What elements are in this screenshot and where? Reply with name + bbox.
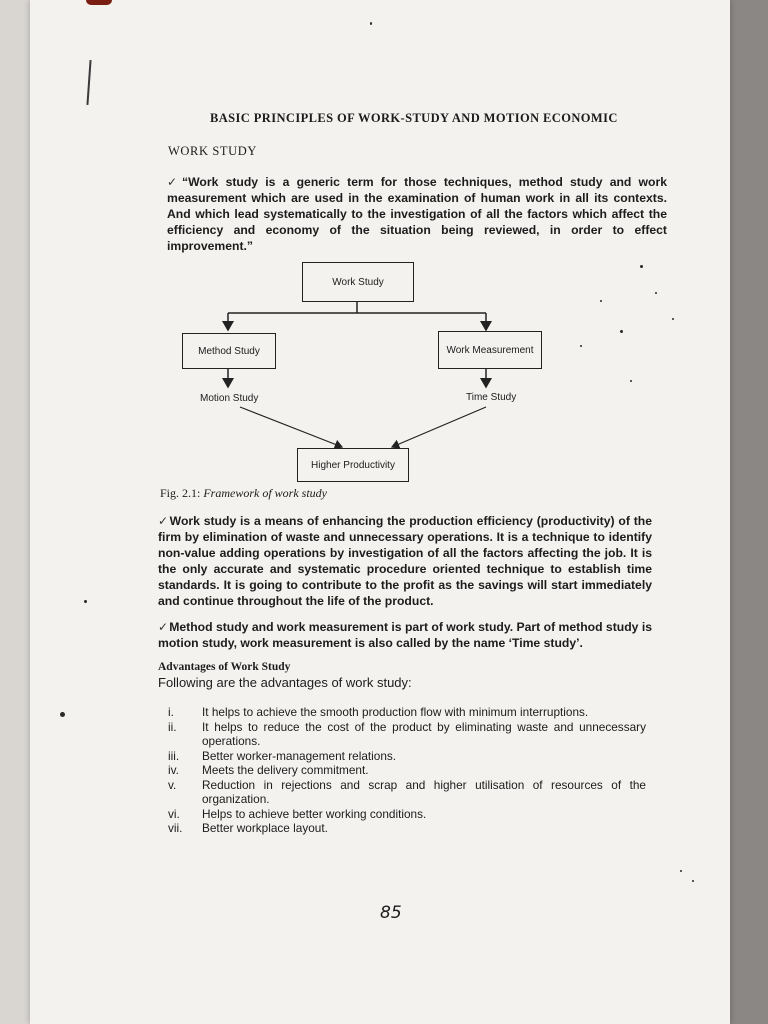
list-item-number: v.: [168, 777, 177, 792]
scan-speck: [84, 600, 87, 603]
list-item-text: Helps to achieve better working conditions.: [202, 806, 427, 821]
scan-speck: [630, 380, 632, 382]
scan-speck: [370, 22, 372, 25]
list-item-text: Better worker-management relations.: [202, 748, 397, 763]
document-page: [30, 0, 730, 1024]
list-item-number: vii.: [168, 821, 183, 835]
time-study-label: Time Study: [466, 392, 517, 403]
binding-mark: [86, 0, 112, 5]
list-item: [168, 749, 646, 764]
list-item-text: Better workplace layout.: [202, 821, 328, 835]
list-item-number: iv.: [168, 763, 179, 777]
figure-caption-prefix: Fig. 2.1:: [160, 486, 201, 500]
list-item-number: i.: [168, 705, 174, 719]
higher-productivity-box: Higher Productivity: [297, 448, 409, 482]
body-paragraph-text: Work study is a means of enhancing the production efficiency (productivity) of the firm by elimination of waste and unnecessary operations. It is a technique to identify non-value adding operations by investigation of all the factors affecting the job. It is the only accurate and systematic procedure oriented technique to establish time standards. It is going to contribute to the profit as the savings will start immediately and continue throughout the life of the product.: [158, 514, 652, 608]
list-item-number: ii.: [168, 719, 177, 734]
connector-arrow: [240, 407, 342, 447]
list-item: [168, 720, 646, 749]
list-item-text: It helps to reduce the cost of the product by eliminating waste and unnecessary operations.: [202, 719, 646, 748]
scan-speck: [620, 330, 623, 333]
scan-speck: [60, 712, 65, 717]
advantages-heading: Advantages of Work Study: [158, 661, 291, 673]
scan-speck: [655, 292, 657, 294]
scan-speck: [672, 318, 674, 320]
figure-caption: [160, 486, 327, 501]
work-study-framework-diagram: [160, 250, 580, 490]
scan-speck: [680, 870, 682, 872]
page-title: BASIC PRINCIPLES OF WORK-STUDY AND MOTION ECONOMIC: [210, 111, 618, 125]
section-title: WORK STUDY: [168, 144, 257, 158]
method-study-box: Method Study: [182, 333, 276, 369]
list-item: [168, 763, 646, 778]
list-item: [168, 807, 646, 822]
list-item-number: vi.: [168, 806, 180, 821]
list-item-text: Reduction in rejections and scrap and higher utilisation of resources of the organization.: [202, 777, 646, 806]
margin-tick-mark: ✓: [158, 620, 169, 634]
body-paragraph: [158, 513, 652, 609]
scan-speck: [692, 880, 694, 882]
list-item-number: iii.: [168, 748, 180, 763]
work-measurement-box: Work Measurement: [438, 331, 542, 369]
list-item-text: It helps to achieve the smooth production flow with minimum interruptions.: [202, 705, 589, 719]
advantages-list: [168, 705, 646, 836]
list-item: [168, 821, 646, 836]
intro-paragraph: [167, 174, 667, 254]
connector-arrow: [392, 407, 486, 447]
body-paragraph: [158, 619, 652, 651]
work-study-box: Work Study: [302, 262, 414, 302]
scan-speck: [640, 265, 643, 268]
margin-tick-mark: ✓: [158, 514, 169, 528]
scan-speck: [580, 345, 582, 347]
list-item: [168, 705, 646, 720]
list-item-text: Meets the delivery commitment.: [202, 763, 369, 777]
page-number: 85: [380, 903, 402, 923]
margin-tick-mark: ✓: [167, 175, 182, 189]
scan-speck: [600, 300, 602, 302]
advantages-intro: Following are the advantages of work study:: [158, 675, 412, 690]
figure-caption-text: Framework of work study: [203, 486, 327, 500]
motion-study-label: Motion Study: [200, 393, 259, 404]
body-paragraph-text: Method study and work measurement is part of work study. Part of method study is motion study, work measurement is also called by the name ‘Time study’.: [158, 620, 653, 650]
intro-paragraph-text: “Work study is a generic term for those techniques, method study and work measurement which are used in the examination of human work in all its contexts. And which lead systematically to the investigation of all the factors which affect the efficiency and economy of the situation being reviewed, in order to effect improvement.”: [167, 175, 667, 253]
scan-background-edge: [730, 0, 768, 1024]
list-item: [168, 778, 646, 807]
